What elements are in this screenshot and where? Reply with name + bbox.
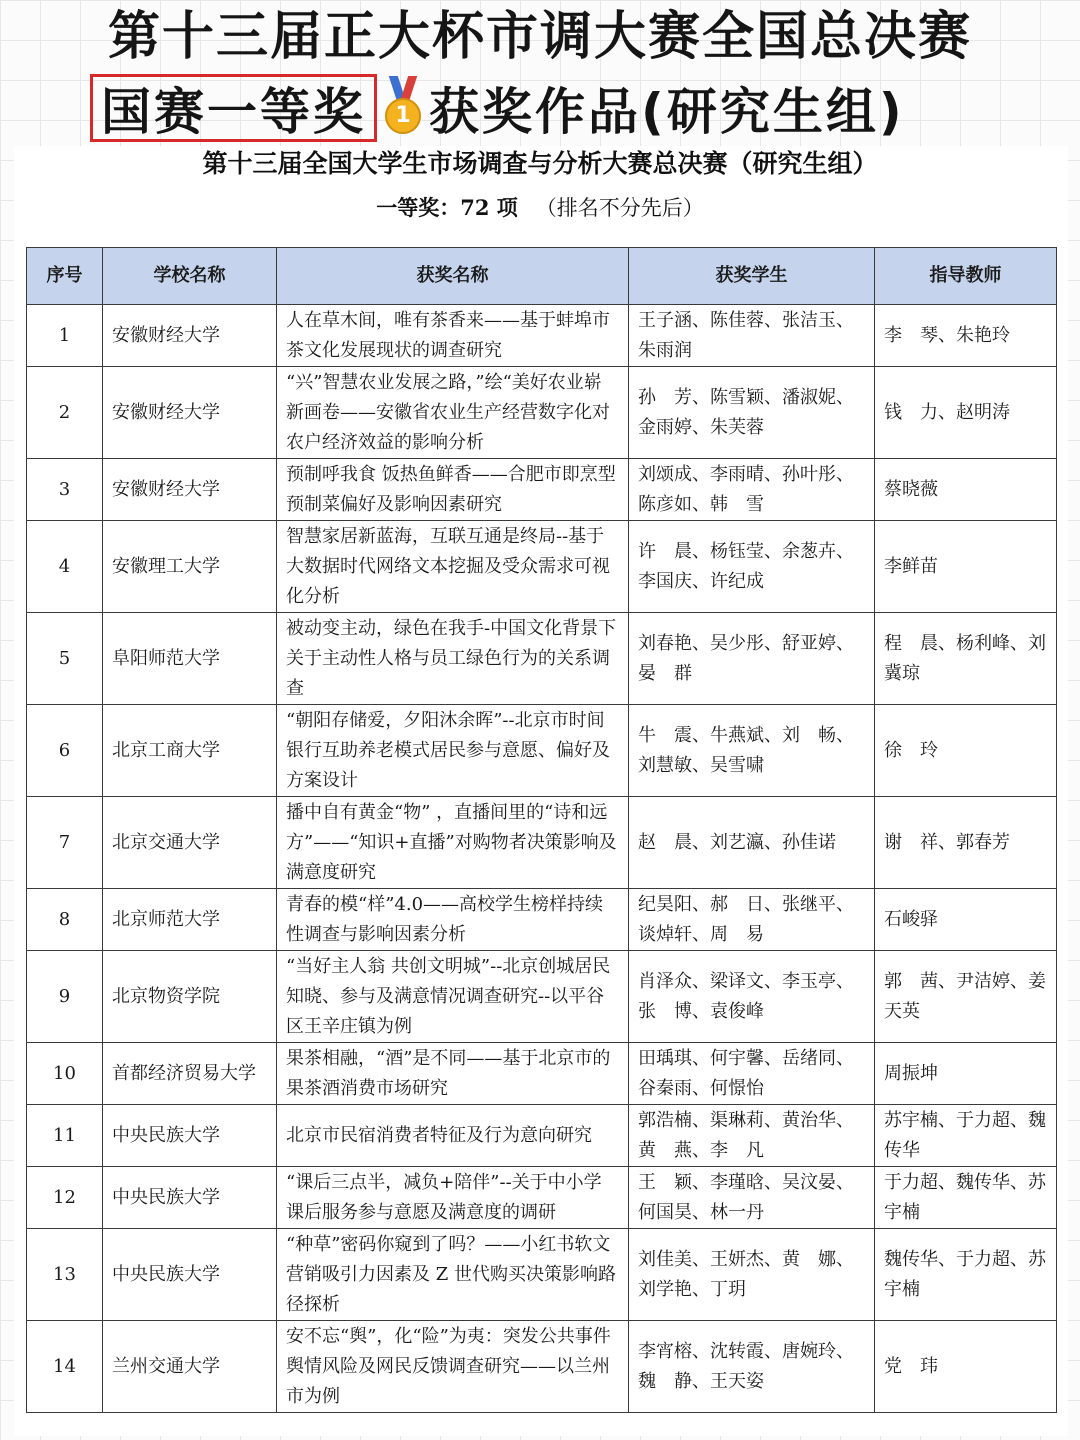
cell-teachers: 谢 祥、郭春芳 (875, 797, 1057, 889)
cell-students: 许 晨、杨钰莹、余葱卉、李国庆、许纪成 (629, 521, 875, 613)
cell-num: 7 (27, 797, 103, 889)
cell-school: 首都经济贸易大学 (103, 1043, 277, 1105)
cell-school: 安徽财经大学 (103, 305, 277, 367)
table-row (27, 1229, 1057, 1321)
table-row (27, 613, 1057, 705)
medal-number: 1 (385, 98, 421, 134)
cell-award-title: 青春的模“样”4.0——高校学生榜样持续性调查与影响因素分析 (277, 889, 629, 951)
table-row (27, 1043, 1057, 1105)
cell-teachers: 蔡晓薇 (875, 459, 1057, 521)
cell-students: 纪昊阳、郝 日、张继平、谈焯轩、周 易 (629, 889, 875, 951)
cell-students: 刘颂成、李雨晴、孙叶彤、陈彦如、韩 雪 (629, 459, 875, 521)
cell-award-title: 人在草木间，唯有茶香来——基于蚌埠市茶文化发展现状的调查研究 (277, 305, 629, 367)
table-row (27, 705, 1057, 797)
cell-award-title: “当好主人翁 共创文明城”--北京创城居民知晓、参与及满意情况调查研究--以平谷区王辛庄镇为例 (277, 951, 629, 1043)
cell-num: 14 (27, 1321, 103, 1413)
poster-title-line1: 第十三届正大杯市调大赛全国总决赛 (107, 7, 972, 67)
cell-school: 中央民族大学 (103, 1105, 277, 1167)
table-row (27, 1105, 1057, 1167)
cell-award-title: “兴”智慧农业发展之路，”绘“美好农业崭新画卷——安徽省农业生产经营数字化对农户经济效益的影响分析 (277, 367, 629, 459)
award-count: 一等奖：72 项 (376, 195, 518, 220)
awards-table (26, 247, 1057, 1413)
cell-award-title: “朝阳存储爱，夕阳沐余晖”--北京市时间银行互助养老模式居民参与意愿、偏好及方案设计 (277, 705, 629, 797)
cell-num: 10 (27, 1043, 103, 1105)
header-teachers: 指导教师 (875, 248, 1057, 305)
award-highlight-box: 国赛一等奖 (90, 74, 377, 142)
cell-students: 牛 震、牛燕斌、刘 畅、刘慧敏、吴雪啸 (629, 705, 875, 797)
cell-students: 赵 晨、刘艺瀛、孙佳诺 (629, 797, 875, 889)
table-row (27, 1167, 1057, 1229)
cell-school: 北京物资学院 (103, 951, 277, 1043)
document-subtitle (0, 194, 1080, 222)
cell-school: 安徽理工大学 (103, 521, 277, 613)
cell-school: 兰州交通大学 (103, 1321, 277, 1413)
cell-school: 北京工商大学 (103, 705, 277, 797)
cell-school: 中央民族大学 (103, 1167, 277, 1229)
cell-students: 肖泽众、梁译文、李玉亭、张 博、袁俊峰 (629, 951, 875, 1043)
cell-teachers: 李 琴、朱艳玲 (875, 305, 1057, 367)
table-row (27, 889, 1057, 951)
cell-num: 13 (27, 1229, 103, 1321)
cell-award-title: 果茶相融，“酒”是不同——基于北京市的果茶酒消费市场研究 (277, 1043, 629, 1105)
table-row (27, 459, 1057, 521)
cell-school: 中央民族大学 (103, 1229, 277, 1321)
cell-num: 8 (27, 889, 103, 951)
table-row (27, 521, 1057, 613)
table-row (27, 1321, 1057, 1413)
cell-num: 2 (27, 367, 103, 459)
cell-teachers: 党 玮 (875, 1321, 1057, 1413)
cell-num: 4 (27, 521, 103, 613)
cell-num: 9 (27, 951, 103, 1043)
cell-teachers: 魏传华、于力超、苏宇楠 (875, 1229, 1057, 1321)
cell-teachers: 苏宇楠、于力超、魏传华 (875, 1105, 1057, 1167)
cell-teachers: 徐 玲 (875, 705, 1057, 797)
cell-school: 北京师范大学 (103, 889, 277, 951)
table-row (27, 797, 1057, 889)
cell-award-title: 被动变主动，绿色在我手-中国文化背景下关于主动性人格与员工绿色行为的关系调查 (277, 613, 629, 705)
cell-teachers: 程 晨、杨利峰、刘冀琼 (875, 613, 1057, 705)
cell-teachers: 于力超、魏传华、苏宇楠 (875, 1167, 1057, 1229)
cell-school: 安徽财经大学 (103, 459, 277, 521)
cell-students: 郭浩楠、渠琳莉、黄治华、黄 燕、李 凡 (629, 1105, 875, 1167)
cell-students: 李宵榕、沈转霞、唐婉玲、魏 静、王天姿 (629, 1321, 875, 1413)
table-row (27, 951, 1057, 1043)
cell-students: 刘春艳、吴少彤、舒亚婷、晏 群 (629, 613, 875, 705)
cell-teachers: 李鲜苗 (875, 521, 1057, 613)
cell-school: 阜阳师范大学 (103, 613, 277, 705)
header-title: 获奖名称 (277, 248, 629, 305)
cell-school: 北京交通大学 (103, 797, 277, 889)
cell-teachers: 周振坤 (875, 1043, 1057, 1105)
cell-students: 王 颖、李瑾晗、吴汶晏、何国昊、林一丹 (629, 1167, 875, 1229)
cell-teachers: 钱 力、赵明涛 (875, 367, 1057, 459)
cell-award-title: 北京市民宿消费者特征及行为意向研究 (277, 1105, 629, 1167)
table-row (27, 367, 1057, 459)
cell-award-title: “课后三点半，减负+陪伴”--关于中小学课后服务参与意愿及满意度的调研 (277, 1167, 629, 1229)
header-school: 学校名称 (103, 248, 277, 305)
cell-num: 1 (27, 305, 103, 367)
cell-teachers: 石峻驿 (875, 889, 1057, 951)
cell-num: 3 (27, 459, 103, 521)
ranking-note: （排名不分先后） (535, 196, 704, 220)
poster-title-rest: 获奖作品(研究生组) (429, 83, 905, 141)
cell-num: 12 (27, 1167, 103, 1229)
cell-award-title: “种草”密码你窥到了吗？——小红书软文营销吸引力因素及 Z 世代购买决策影响路径探析 (277, 1229, 629, 1321)
table-header-row (27, 248, 1057, 305)
cell-students: 刘佳美、王妍杰、黄 娜、刘学艳、丁玥 (629, 1229, 875, 1321)
cell-num: 5 (27, 613, 103, 705)
cell-award-title: 预制呼我食 饭热鱼鲜香——合肥市即烹型预制菜偏好及影响因素研究 (277, 459, 629, 521)
gold-medal-icon (383, 76, 423, 140)
table-row (27, 305, 1057, 367)
cell-num: 11 (27, 1105, 103, 1167)
cell-students: 孙 芳、陈雪颖、潘淑妮、金雨婷、朱芙蓉 (629, 367, 875, 459)
document-title: 第十三届全国大学生市场调查与分析大赛总决赛（研究生组） (202, 149, 878, 178)
cell-students: 王子涵、陈佳蓉、张洁玉、朱雨润 (629, 305, 875, 367)
cell-num: 6 (27, 705, 103, 797)
cell-school: 安徽财经大学 (103, 367, 277, 459)
cell-teachers: 郭 茜、尹洁婷、姜天英 (875, 951, 1057, 1043)
cell-award-title: 安不忘“舆”，化“险”为夷：突发公共事件舆情风险及网民反馈调查研究——以兰州市为例 (277, 1321, 629, 1413)
poster-title-line2 (90, 74, 905, 142)
cell-award-title: 播中自有黄金“物” ，直播间里的“诗和远方”——“知识+直播”对购物者决策影响及满意度研究 (277, 797, 629, 889)
cell-students: 田瑀琪、何宇馨、岳绪同、谷秦雨、何憬怡 (629, 1043, 875, 1105)
header-num: 序号 (27, 248, 103, 305)
cell-award-title: 智慧家居新蓝海，互联互通是终局--基于大数据时代网络文本挖掘及受众需求可视化分析 (277, 521, 629, 613)
header-students: 获奖学生 (629, 248, 875, 305)
